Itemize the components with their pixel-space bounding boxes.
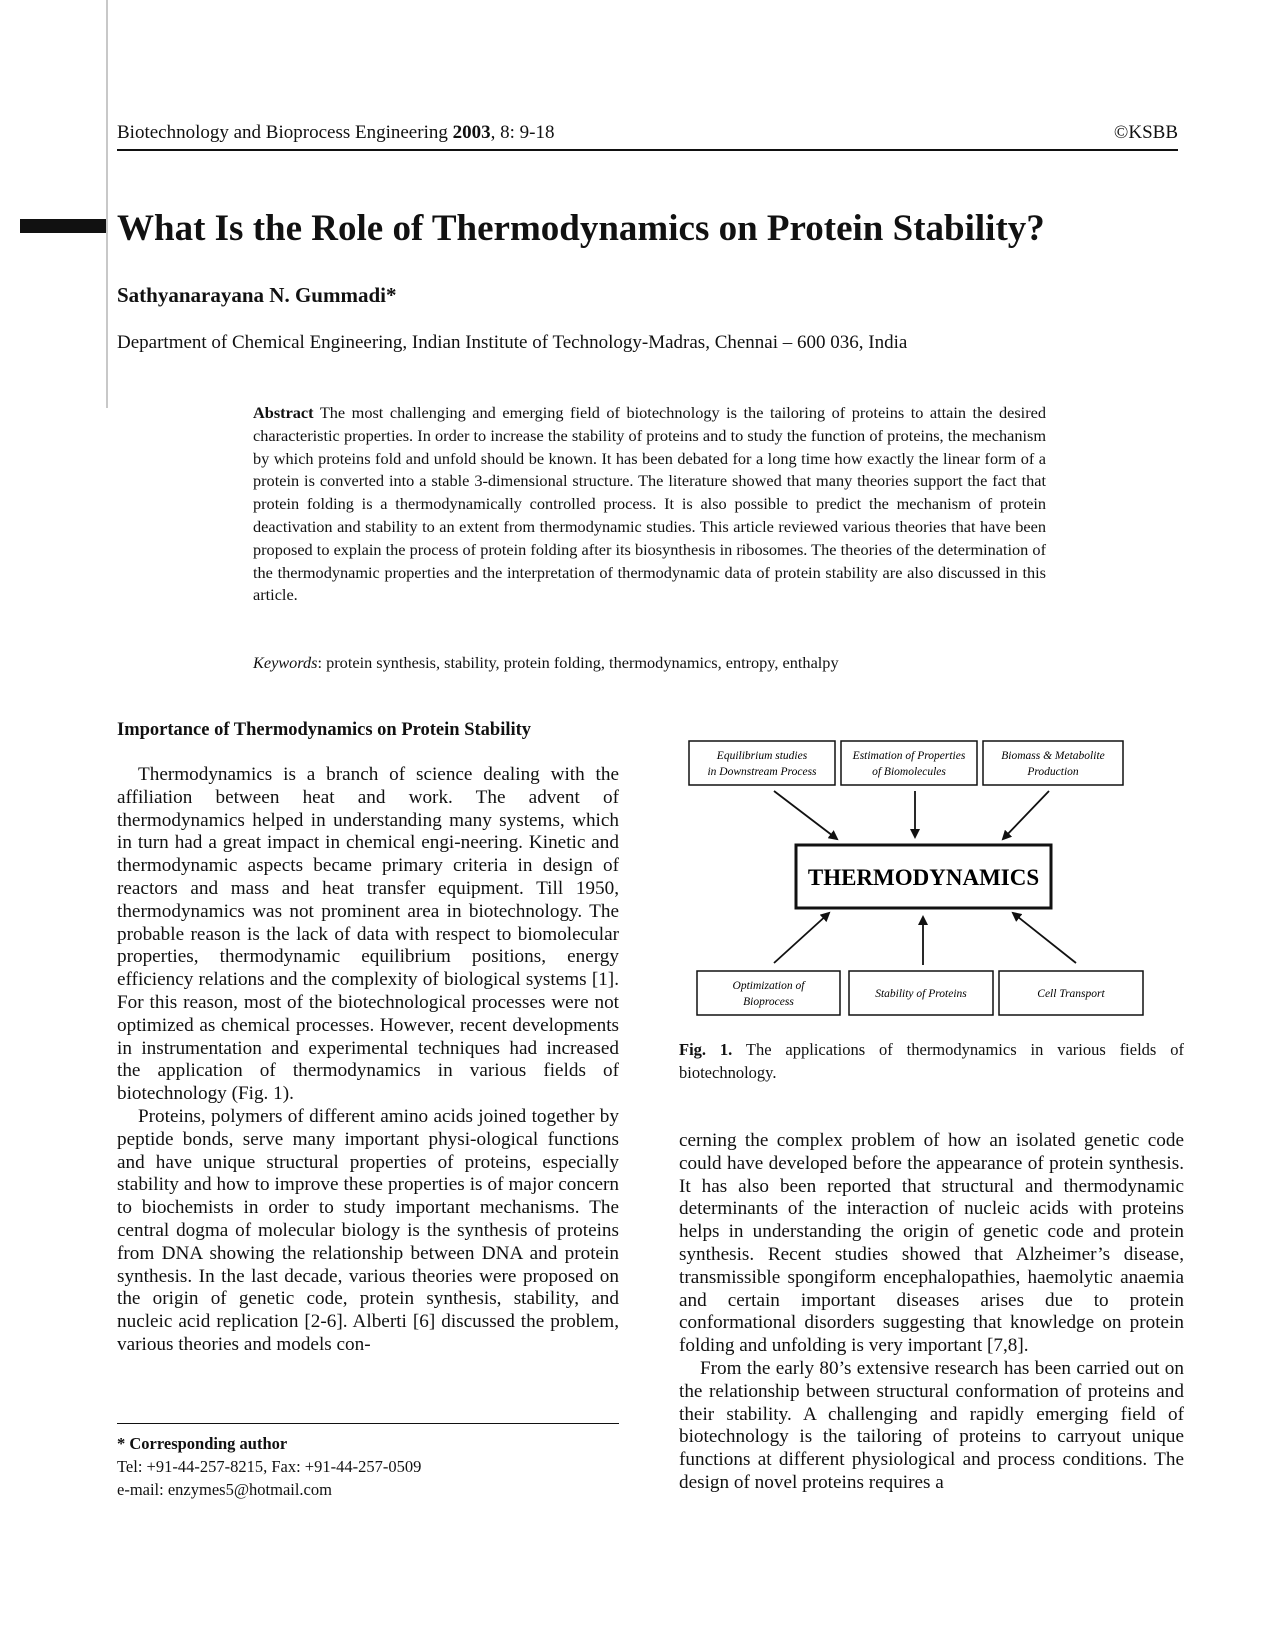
- corresponding-author-footnote: [117, 1423, 619, 1501]
- bottom-box-1-line2: Bioprocess: [743, 996, 794, 1008]
- bottom-box-1-line1: Optimization of: [732, 980, 805, 992]
- arrow-top-right: [1003, 791, 1049, 839]
- caption-text: The applications of thermodynamics in various fields of biotechnology.: [679, 1040, 1184, 1082]
- caption-label: Fig. 1.: [679, 1040, 733, 1059]
- top-box-2-line1: Estimation of Properties: [852, 750, 966, 762]
- top-box-1: [689, 741, 835, 785]
- right-column: [679, 1130, 1184, 1495]
- top-box-3-line1: Biomass & Metabolite: [1001, 750, 1105, 762]
- footnote-heading: * Corresponding author: [117, 1434, 288, 1453]
- abstract: [253, 402, 1046, 607]
- bottom-box-2: [849, 971, 993, 1015]
- right-paragraph-1: cerning the complex problem of how an isolated genetic code could have developed before the appearance of protein synthesis. It has also been reported that structural and thermodynamic determinants of the interaction of nucleic acids with proteins helps in understanding the origin of genetic code and protein synthesis. Recent studies showed that Alzheimer’s disease, transmissible spongiform encephalopathies, haemolytic anaemia and certain important diseases arises due to protein conformational disorders suggesting that knowledge on protein folding and unfolding is very important [7,8].: [679, 1130, 1184, 1357]
- thermodynamics-box: [796, 845, 1051, 908]
- journal-citation: [117, 122, 554, 144]
- bottom-box-3: [999, 971, 1143, 1015]
- arrow-bottom-right: [1013, 913, 1076, 963]
- affiliation: Department of Chemical Engineering, Indian Institute of Technology-Madras, Chennai – 600 036, India: [117, 332, 908, 353]
- right-paragraph-2: From the early 80’s extensive research has been carried out on the relationship between structural conformation of proteins and their stability. A challenging and rapidly emerging field of biotechnology is the tailoring of proteins to carryout unique functions at different physiological and process conditions. The design of novel proteins requires a: [679, 1357, 1184, 1493]
- abstract-text: The most challenging and emerging field of biotechnology is the tailoring of proteins to attain the desired characteristic properties. In order to increase the stability of proteins and to study the function of proteins, the mechanism by which proteins fold and unfold should be known. It has been debated for a long time how exactly the linear form of a protein is converted into a stable 3-dimensional structure. The literature showed that many theories support the fact that protein folding is a thermodynamically controlled process. It is also possible to predict the mechanism of protein deactivation and stability to an extent from thermodynamic studies. This article reviewed various theories that have been proposed to explain the process of protein folding after its biosynthesis in ribosomes. The theories of the determination of the thermodynamic properties and the interpretation of thermodynamic data of protein stability are also discussed in this article.: [253, 403, 1046, 605]
- top-box-2-line2: of Biomolecules: [872, 766, 946, 778]
- left-column: [117, 764, 619, 1357]
- running-header: [117, 118, 1178, 151]
- keywords: [253, 653, 839, 673]
- figure-diagram: [679, 733, 1184, 1033]
- bottom-box-2-label: Stability of Proteins: [875, 988, 967, 1000]
- footnote-email: e-mail: enzymes5@hotmail.com: [117, 1480, 332, 1499]
- top-box-3: [983, 741, 1123, 785]
- journal-volume-pages: , 8: 9-18: [490, 122, 555, 143]
- bottom-box-3-label: Cell Transport: [1037, 988, 1105, 1000]
- footnote-phone: Tel: +91-44-257-8215, Fax: +91-44-257-0509: [117, 1457, 422, 1476]
- thermodynamics-label: THERMODYNAMICS: [807, 865, 1040, 890]
- figure-1: [679, 733, 1184, 1063]
- top-box-2: [841, 741, 977, 785]
- top-box-1-line1: Equilibrium studies: [716, 750, 808, 762]
- top-box-3-line2: Production: [1027, 766, 1079, 778]
- top-box-1-line2: in Downstream Process: [707, 766, 817, 778]
- paper-title: What Is the Role of Thermodynamics on Protein Stability?: [117, 208, 1045, 249]
- copyright: ©KSBB: [1113, 122, 1178, 143]
- author-name: Sathyanarayana N. Gummadi*: [117, 283, 397, 307]
- abstract-label: Abstract: [253, 403, 314, 422]
- left-paragraph-1: Thermodynamics is a branch of science dealing with the affiliation between heat and work. The advent of thermodynamics helped in understanding many systems, which in turn had a great impact in chemical engi-neering. Kinetic and thermodynamic aspects became primary criteria in design of reactors and mass and heat transfer equipment. Till 1950, thermodynamics was not prominent area in biotechnology. The probable reason is the lack of data with respect to biomolecular properties, thermodynamic equilibrium positions, energy efficiency relations and the complexity of biological systems [1]. For this reason, most of the biotechnological processes were not optimized as chemical processes. However, recent developments in instrumentation and experimental techniques had increased the application of thermodynamics in various fields of biotechnology (Fig. 1).: [117, 764, 619, 1105]
- title-marker-bar: [20, 219, 106, 233]
- left-paragraph-2: Proteins, polymers of different amino acids joined together by peptide bonds, serve many important physi-ological functions and have unique structural properties of proteins, especially stability and how to improve these properties is of major concern to biochemists in order to study important mechanisms. The central dogma of molecular biology is the synthesis of proteins from DNA showing the relationship between DNA and protein synthesis. In the last decade, various theories were proposed on the origin of genetic code, protein synthesis, stability, and nucleic acid replication [2-6]. Alberti [6] discussed the problem, various theories and models con-: [117, 1105, 619, 1355]
- bottom-box-1: [697, 971, 840, 1015]
- section-heading: Importance of Thermodynamics on Protein Stability: [117, 720, 532, 740]
- keywords-label: Keywords: [253, 653, 318, 672]
- left-margin-rule: [106, 0, 108, 408]
- journal-name: Biotechnology and Bioprocess Engineering: [117, 122, 453, 143]
- figure-caption: [679, 1038, 1184, 1084]
- keywords-text: : protein synthesis, stability, protein folding, thermodynamics, entropy, enthalpy: [317, 653, 839, 672]
- arrow-bottom-left: [774, 913, 829, 963]
- arrow-top-left: [774, 791, 837, 839]
- journal-year: 2003: [452, 122, 491, 143]
